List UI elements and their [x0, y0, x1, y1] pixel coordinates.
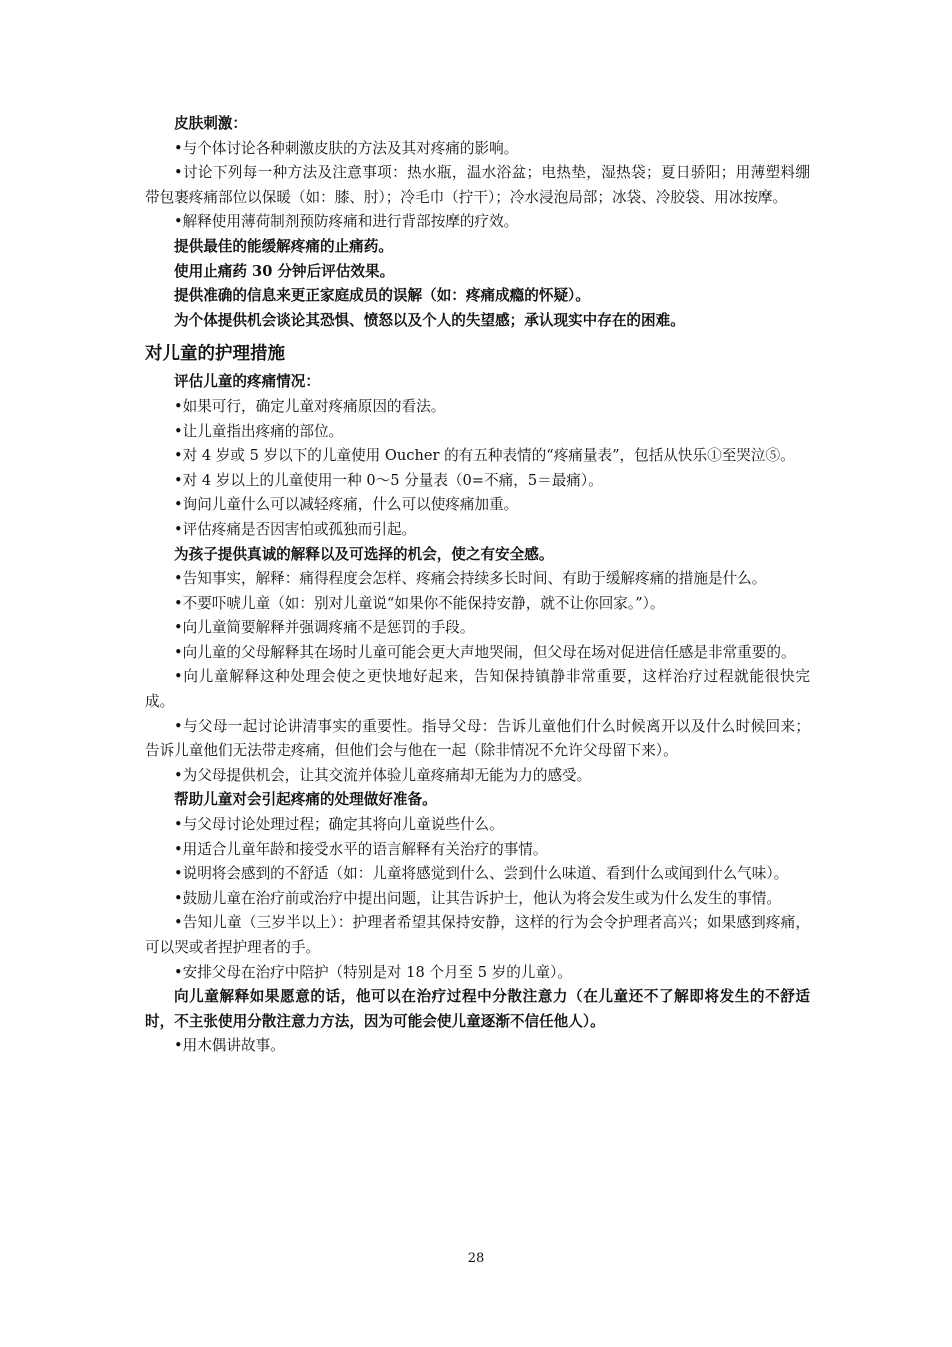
bullet-paragraph: •与个体讨论各种刺激皮肤的方法及其对疼痛的影响。 — [174, 139, 519, 157]
bullet-paragraph: •向儿童简要解释并强调疼痛不是惩罚的手段。 — [174, 619, 475, 637]
bullet-paragraph: •对 4 岁或 5 岁以下的儿童使用 Oucher 的有五种表情的“疼痛量表”，包括从快乐①至哭泣⑤。 — [174, 447, 795, 465]
bullet-paragraph: •如果可行，确定儿童对疼痛原因的看法。 — [174, 397, 446, 415]
bullet-paragraph: •鼓励儿童在治疗前或治疗中提出问题，让其告诉护士，他认为将会发生或为什么发生的事情。 — [174, 889, 781, 907]
bullet-paragraph: •告知儿童（三岁半以上）：护理者希望其保持安静，这样的行为会令护理者高兴；如果感到疼痛，可以哭或者捏护理者的手。 — [145, 914, 810, 956]
bold-paragraph: 提供最佳的能缓解疼痛的止痛药。 — [174, 237, 393, 255]
bullet-paragraph: •说明将会感到的不舒适（如：儿童将感觉到什么、尝到什么味道、看到什么或闻到什么气味）。 — [174, 865, 789, 883]
bold-paragraph: 皮肤刺激： — [174, 115, 247, 132]
bullet-paragraph: •与父母一起讨论讲清事实的重要性。指导父母：告诉儿童他们什么时候离开以及什么时候回来；告诉儿童他们无法带走疼痛，但他们会与他在一起（除非情况不允许父母留下来）。 — [145, 717, 810, 760]
bullet-paragraph: •安排父母在治疗中陪护（特别是对 18 个月至 5 岁的儿童）。 — [174, 963, 572, 981]
bold-paragraph: 评估儿童的疼痛情况： — [174, 373, 320, 391]
section-heading: 对儿童的护理措施 — [145, 344, 285, 365]
bold-paragraph: 提供准确的信息来更正家庭成员的误解（如：疼痛成瘾的怀疑）。 — [174, 287, 590, 305]
bullet-paragraph: •用适合儿童年龄和接受水平的语言解释有关治疗的事情。 — [174, 840, 548, 858]
page-body — [145, 112, 810, 1059]
bullet-paragraph: •用木偶讲故事。 — [174, 1037, 285, 1055]
page-number: 28 — [467, 1251, 485, 1266]
bold-paragraph: 向儿童解释如果愿意的话，他可以在治疗过程中分散注意力（在儿童还不了解即将发生的不舒适时，不主张使用分散注意力方法，因为可能会使儿童逐渐不信任他人）。 — [145, 988, 810, 1030]
bullet-paragraph: •告知事实，解释：痛得程度会怎样、疼痛会持续多长时间、有助于缓解疼痛的措施是什么。 — [174, 570, 767, 588]
bullet-paragraph: •为父母提供机会，让其交流并体验儿童疼痛却无能为力的感受。 — [174, 766, 592, 784]
bold-paragraph: 为个体提供机会谈论其恐惧、愤怒以及个人的失望感；承认现实中存在的困难。 — [174, 311, 685, 329]
bold-paragraph: 帮助儿童对会引起疼痛的处理做好准备。 — [174, 791, 437, 809]
bullet-paragraph: •向儿童解释这种处理会使之更快地好起来，告知保持镇静非常重要，这样治疗过程就能很快完成。 — [145, 668, 810, 711]
bullet-paragraph: •询问儿童什么可以减轻疼痛，什么可以使疼痛加重。 — [174, 496, 519, 514]
bullet-paragraph: •对 4 岁以上的儿童使用一种 0～5 分量表（0=不痛，5＝最痛）。 — [174, 471, 603, 489]
bullet-paragraph: •评估疼痛是否因害怕或孤独而引起。 — [174, 520, 417, 538]
bullet-paragraph: •不要吓唬儿童（如：别对儿童说“如果你不能保持安静，就不让你回家。”）。 — [174, 594, 665, 612]
bullet-paragraph: •与父母讨论处理过程；确定其将向儿童说些什么。 — [174, 816, 504, 834]
bullet-paragraph: •让儿童指出疼痛的部位。 — [174, 422, 344, 440]
bullet-paragraph: •讨论下列每一种方法及注意事项：热水瓶，温水浴盆；电热垫，湿热袋；夏日骄阳；用薄塑料绷带包裹疼痛部位以保暖（如：膝、肘）；冷毛巾（拧干）；冷水浸泡局部；冰袋、冷胶袋、用冰按摩。 — [145, 164, 810, 206]
bold-paragraph: 使用止痛药 30 分钟后评估效果。 — [174, 262, 395, 280]
bullet-paragraph: •解释使用薄荷制剂预防疼痛和进行背部按摩的疗效。 — [174, 213, 519, 231]
bold-paragraph: 为孩子提供真诚的解释以及可选择的机会，使之有安全感。 — [174, 545, 554, 563]
bullet-paragraph: •向儿童的父母解释其在场时儿童可能会更大声地哭闹，但父母在场对促进信任感是非常重要的。 — [174, 643, 796, 661]
